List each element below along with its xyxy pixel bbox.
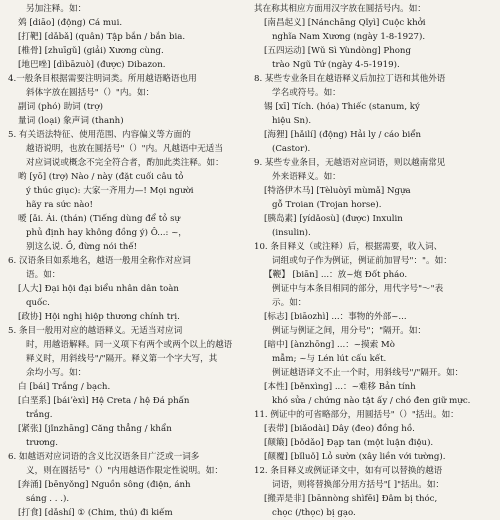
- left-text-line: 释义时，用斜线号"/"隔开。释义第一个字大写，其: [26, 354, 218, 364]
- right-text-line: 【鞭】 [biān] ...：放~炮 Đốt pháo.: [264, 270, 408, 280]
- left-text-line: [打食] [dǎshí] ① (Chim, thú) đi kiếm: [18, 508, 173, 518]
- left-text-line: 斜体字放在圆括号"（）"内。如：: [26, 88, 155, 98]
- right-text-line: [胰岛素] [yídǎosù] (được) Inxulin: [264, 214, 403, 224]
- right-text-line: chọc (/thọc) bị gạo.: [272, 508, 356, 518]
- left-text-line: 时，用越语解释。同一义项下有两个或两个以上的越语: [26, 340, 233, 350]
- left-text-line: [地巴唑] [dìbāzuò] (được) Dibazon.: [18, 60, 166, 70]
- left-text-line: 䴔 [diāo] (động) Cá mui.: [18, 18, 123, 28]
- right-text-line: (Castor).: [272, 144, 311, 154]
- left-text-line: 语。如：: [26, 270, 61, 280]
- left-text-line: [奔涌] [bēnyǒng] Nguồn sông (điện, ánh: [18, 480, 191, 490]
- left-text-line: [椎骨] [zhuīgǔ] (giải) Xương cùng.: [18, 46, 164, 56]
- right-text-line: (insulin).: [272, 228, 311, 238]
- left-text-line: trắng.: [26, 410, 53, 420]
- left-text-line: 5. 条目一般用对应的越语释义。无适当对应词: [8, 326, 183, 336]
- left-text-line: quốc.: [26, 298, 50, 308]
- left-text-line: [紧张] [jǐnzhāng] Căng thẳng / khẩn: [18, 424, 172, 434]
- left-text-line: trương.: [26, 438, 59, 448]
- right-text-line: 词语，则将替换部分用方括号"[ ]"括出。如：: [272, 480, 445, 490]
- right-text-line: [标志] [biāozhì] ...：事物的外部~...: [264, 312, 407, 322]
- left-text-line: hãy ra sức nào!: [26, 200, 93, 210]
- right-text-line: [搬弄是非] [bānnòng shìfēi] Đâm bị thóc,: [264, 494, 438, 504]
- left-text-line: 白 [bái] Trắng / bạch.: [18, 382, 111, 392]
- left-text-line: [白垩系] [báiʼèxì] Hệ Creta / hệ Đá phấn: [18, 396, 190, 406]
- right-text-line: 12. 条目释义或例证译文中，如有可以替换的越语: [254, 466, 443, 476]
- right-text-line: 词组或句子作为例证，例证前加冒号"："。如：: [272, 256, 452, 266]
- right-column: [254, 2, 492, 518]
- right-text-line: 示。如：: [272, 298, 307, 308]
- left-text-line: 余均小写。如：: [26, 368, 87, 378]
- right-text-line: trào Ngũ Tứ (ngày 4-5-1919).: [272, 60, 400, 70]
- right-text-line: [颠覆] [bǐluǒ] Lỏ sườn (xây liền với tường).: [264, 452, 446, 462]
- left-text-line: [政协] Hội nghị hiệp thương chính trị.: [18, 312, 180, 322]
- right-text-line: [特洛伊木马] [Tèluòyī mùmǎ] Ngựa: [264, 186, 411, 196]
- right-text-line: [颠簸] [bǒdǎo] Đạp tan (một luận điệu).: [264, 438, 434, 448]
- left-text-line: 对应词说或概念不完全符合者，酌加此类注释。如：: [26, 158, 224, 168]
- left-text-line: 越语说明，也放在圆括号"（）"内。凡越语中无适当: [26, 144, 223, 154]
- right-text-line: 学名或符号。如：: [272, 88, 341, 98]
- left-text-line: phủ định hay không đồng ý) Ô...: ~，: [26, 228, 187, 238]
- left-text-line: [打靶] [dǎbǎ] (quân) Tập bắn / bắn bia.: [18, 32, 186, 42]
- left-column: [8, 2, 246, 518]
- left-text-line: 义，则在圆括号"（）"内用越语作限定性说明。如：: [26, 466, 223, 476]
- left-text-line: ý thúc giục): 大家一齐用力—! Mọi người: [26, 186, 194, 196]
- right-text-line: 9. 某些专业条目，无越语对应词语，则以越南常见: [254, 158, 446, 168]
- right-text-line: 11. 例证中的可省略部分，用圆括号"（）"括出。如：: [254, 410, 459, 420]
- right-text-line: [本性] [běnxìng] ...：~难移 Bản tính: [264, 382, 416, 392]
- left-text-line: 嗳 [ǎi. Ái. (thán) (Tiếng dùng để tỏ sự: [18, 214, 181, 224]
- right-text-line: gỗ Troian (Trojan horse).: [272, 200, 382, 210]
- right-text-line: mẫm; ~与 Lén lút cấu kết.: [272, 354, 387, 364]
- right-text-line: [表带] [biǎodài] Dây (đeo) đồng hồ.: [264, 424, 415, 434]
- right-text-line: 外来语释义。如：: [272, 172, 341, 182]
- right-text-line: hiệu Sn).: [272, 116, 312, 126]
- right-text-line: 8. 某些专业条目在越语释义后加拉丁语和其他外语: [254, 74, 446, 84]
- left-text-line: 6. 汉语条目如系地名，越语一般用全称作对应词: [8, 256, 191, 266]
- right-text-line: 10. 条目释义（或注释）后，根据需要，收入词、: [254, 242, 443, 252]
- left-text-line: 副词 (phó) 助词 (trợ): [18, 102, 103, 112]
- left-text-line: 哟 [yō] (trợ) Nào / này (đặt cuối câu tỏ: [18, 172, 184, 182]
- right-text-line: 例证与例证之间，用分号"；"隔开。如：: [272, 326, 427, 336]
- left-text-line: 5. 有关语法特征、使用范围、内容偏义等方面的: [8, 130, 191, 140]
- right-text-line: [五四运动] [Wǔ Sì Yùndòng] Phong: [264, 46, 411, 56]
- right-text-line: khó sửa / chứng nào tật ấy / chó đen giữ mực.: [272, 396, 471, 406]
- left-text-line: [人大] Đại hội đại biểu nhân dân toàn: [18, 284, 179, 294]
- left-text-line: 6. 如越语对应词语的含义比汉语条目广泛或一词多: [8, 452, 200, 462]
- left-text-line: 4.一般条目根据需要注明词类。所用越语略语也用: [8, 74, 197, 84]
- left-text-line: 另加注释。如：: [26, 4, 87, 14]
- left-text-line: sáng . . .).: [26, 494, 70, 504]
- right-text-line: [暗中] [ànzhōng] ...：~摸索 Mò: [264, 340, 395, 350]
- right-text-line: [南昌起义] [Nánchāng Qǐyì] Cuộc khởi: [264, 18, 426, 28]
- left-text-line: 别这么说. Ồ, đừng nói thế!: [26, 242, 138, 252]
- right-text-line: 锡 [xī] Tích. (hóa) Thiếc (stanum, ký: [264, 102, 420, 112]
- right-text-line: 例证越语译文不止一个时，用斜线号"/"隔开。如：: [272, 368, 464, 378]
- right-text-line: 例证中与本条目相同的部分，用代字号"～"表: [272, 284, 444, 294]
- right-text-line: nghĩa Nam Xương (ngày 1-8-1927).: [272, 32, 426, 42]
- right-text-line: [海狸] [hǎilí] (động) Hải ly / cáo biển: [264, 130, 422, 140]
- right-text-line: 其在称其相应方面用汉字放在圆括号内。如：: [254, 4, 426, 14]
- left-text-line: 量词 (loại) 象声词 (thanh): [18, 116, 124, 126]
